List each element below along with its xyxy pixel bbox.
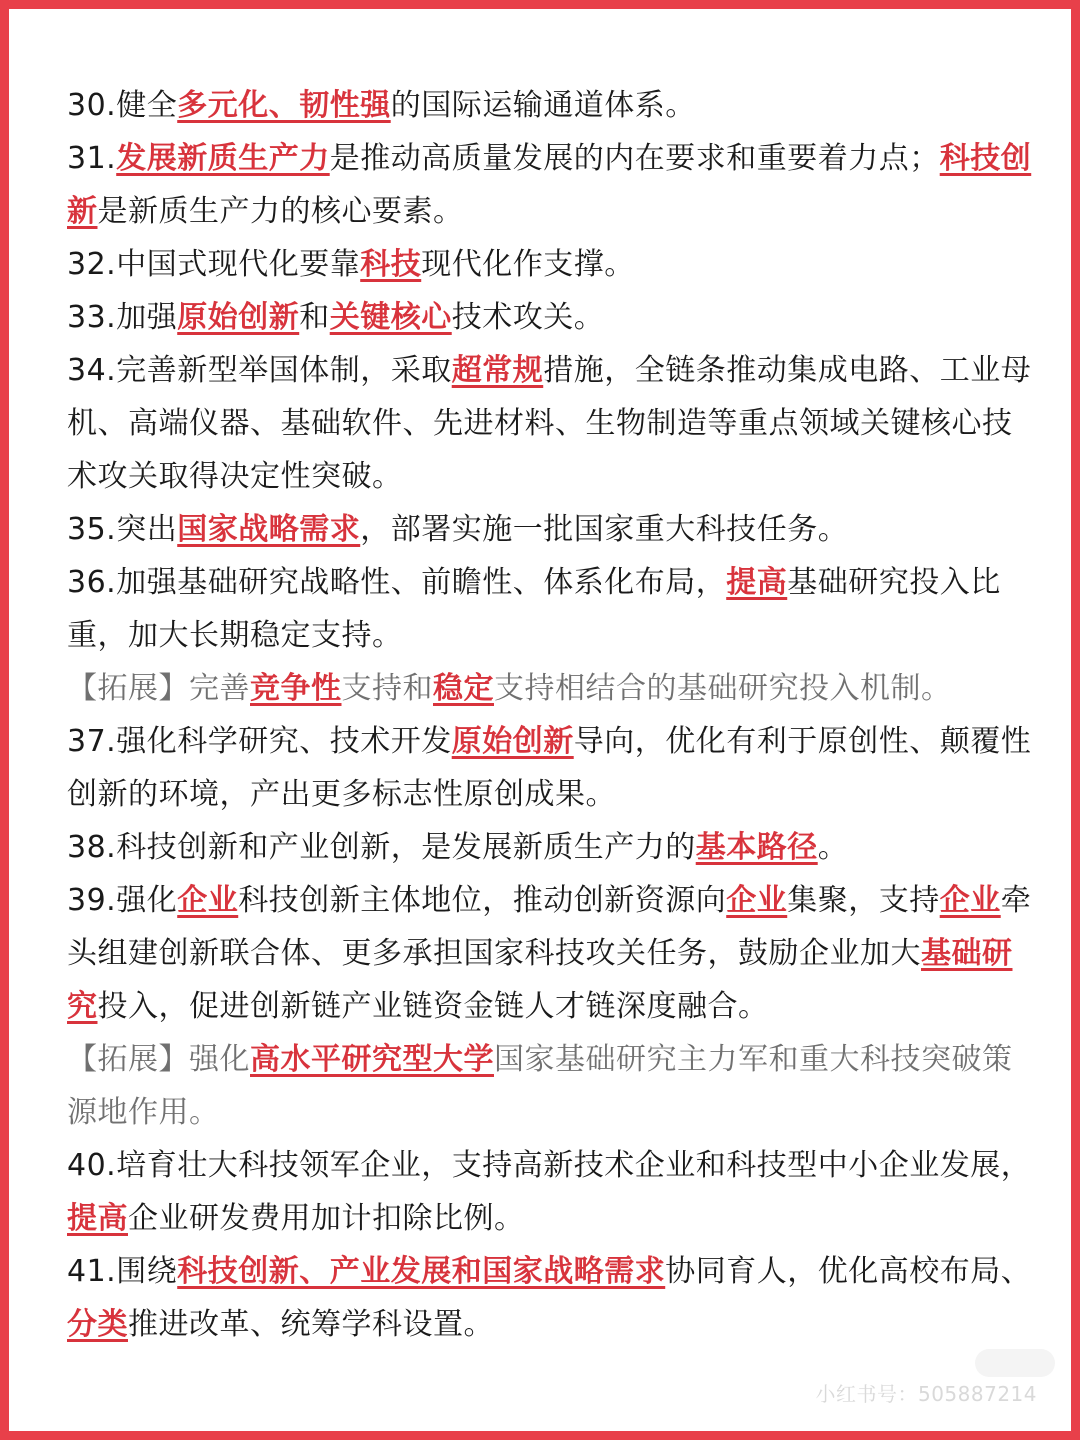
highlighted-keyword: 提高 bbox=[67, 1201, 128, 1236]
note-text: 40.培育壮大科技领军企业，支持高新技术企业和科技型中小企业发展， bbox=[67, 1148, 1032, 1183]
note-text: 39.强化 bbox=[67, 883, 178, 918]
note-text: ，部署实施一批国家重大科技任务。 bbox=[360, 512, 849, 547]
highlighted-keyword: 基础研究 bbox=[67, 936, 1013, 1024]
note-text: 【拓展】完善 bbox=[67, 671, 250, 706]
note-text: 基础研究投入比重，加大长期稳定支持。 bbox=[67, 565, 1001, 653]
note-text: 推进改革、统筹学科设置。 bbox=[128, 1307, 494, 1342]
note-text: 36.加强基础研究战略性、前瞻性、体系化布局， bbox=[67, 565, 727, 600]
note-text: 【拓展】强化 bbox=[67, 1042, 250, 1077]
note-item bbox=[67, 821, 1035, 874]
note-text: 31. bbox=[67, 141, 117, 176]
highlighted-keyword: 基本路径 bbox=[695, 830, 818, 865]
note-item bbox=[67, 79, 1035, 132]
highlighted-keyword: 国家战略需求 bbox=[177, 512, 361, 547]
note-text: 国家基础研究主力军和重大科技突破策源地作用。 bbox=[67, 1042, 1013, 1130]
highlighted-keyword: 企业 bbox=[726, 883, 788, 918]
note-item bbox=[67, 556, 1035, 662]
highlighted-keyword: 原始创新 bbox=[177, 300, 300, 335]
note-text: 41.围绕 bbox=[67, 1254, 178, 1289]
extension-note bbox=[67, 1033, 1035, 1139]
highlighted-keyword: 企业 bbox=[939, 883, 1001, 918]
note-text: 企业研发费用加计扣除比例。 bbox=[128, 1201, 525, 1236]
note-text: 协同育人，优化高校布局、 bbox=[665, 1254, 1032, 1289]
highlighted-keyword: 发展新质生产力 bbox=[116, 141, 330, 176]
note-text: 投入，促进创新链产业链资金链人才链深度融合。 bbox=[97, 989, 769, 1024]
note-text: 33.加强 bbox=[67, 300, 178, 335]
note-text: 是新质生产力的核心要素。 bbox=[97, 194, 464, 229]
note-item bbox=[67, 1245, 1035, 1351]
note-text: 的国际运输通道体系。 bbox=[390, 88, 696, 123]
watermark-logo bbox=[975, 1349, 1055, 1377]
highlighted-keyword: 科技创新、产业发展和国家战略需求 bbox=[177, 1254, 666, 1289]
note-text: 支持相结合的基础研究投入机制。 bbox=[494, 671, 952, 706]
extension-note bbox=[67, 662, 1035, 715]
note-text: 技术攻关。 bbox=[451, 300, 605, 335]
note-text: 集聚，支持 bbox=[787, 883, 940, 918]
note-item bbox=[67, 874, 1035, 1033]
note-text: 34.完善新型举国体制，采取 bbox=[67, 353, 452, 388]
note-text: 37.强化科学研究、技术开发 bbox=[67, 724, 452, 759]
highlighted-keyword: 稳定 bbox=[433, 671, 494, 706]
highlighted-keyword: 提高 bbox=[726, 565, 788, 600]
note-text: 35.突出 bbox=[67, 512, 178, 547]
note-item bbox=[67, 1139, 1035, 1245]
note-text: 是推动高质量发展的内在要求和重要着力点； bbox=[329, 141, 940, 176]
highlighted-keyword: 分类 bbox=[67, 1307, 128, 1342]
highlighted-keyword: 高水平研究型大学 bbox=[250, 1042, 494, 1077]
highlighted-keyword: 企业 bbox=[177, 883, 239, 918]
watermark-text: 小红书号：505887214 bbox=[815, 1382, 1037, 1406]
note-item bbox=[67, 238, 1035, 291]
note-text: 牵头组建创新联合体、更多承担国家科技攻关任务，鼓励企业加大 bbox=[67, 883, 1032, 971]
note-item bbox=[67, 344, 1035, 503]
highlighted-keyword: 关键核心 bbox=[329, 300, 452, 335]
highlighted-keyword: 超常规 bbox=[451, 353, 544, 388]
note-text: 科技创新主体地位，推动创新资源向 bbox=[238, 883, 727, 918]
highlighted-keyword: 竞争性 bbox=[250, 671, 342, 706]
note-item bbox=[67, 715, 1035, 821]
note-text: 导向，优化有利于原创性、颠覆性创新的环境，产出更多标志性原创成果。 bbox=[67, 724, 1032, 812]
highlighted-keyword: 科技 bbox=[360, 247, 422, 282]
notes-content bbox=[67, 79, 1035, 1351]
highlighted-keyword: 多元化、韧性强 bbox=[177, 88, 391, 123]
note-text: 和 bbox=[299, 300, 330, 335]
highlighted-keyword: 科技创新 bbox=[67, 141, 1032, 229]
note-text: 32.中国式现代化要靠 bbox=[67, 247, 361, 282]
note-text: 措施，全链条推动集成电路、工业母机、高端仪器、基础软件、先进材料、生物制造等重点领域关键核心技术攻关取得决定性突破。 bbox=[67, 353, 1032, 494]
note-item bbox=[67, 132, 1035, 238]
note-item bbox=[67, 291, 1035, 344]
note-text: 38.科技创新和产业创新，是发展新质生产力的 bbox=[67, 830, 696, 865]
note-text: 。 bbox=[817, 830, 849, 865]
note-text: 30.健全 bbox=[67, 88, 178, 123]
note-text: 现代化作支撑。 bbox=[421, 247, 635, 282]
note-item bbox=[67, 503, 1035, 556]
note-text: 支持和 bbox=[341, 671, 433, 706]
highlighted-keyword: 原始创新 bbox=[451, 724, 574, 759]
